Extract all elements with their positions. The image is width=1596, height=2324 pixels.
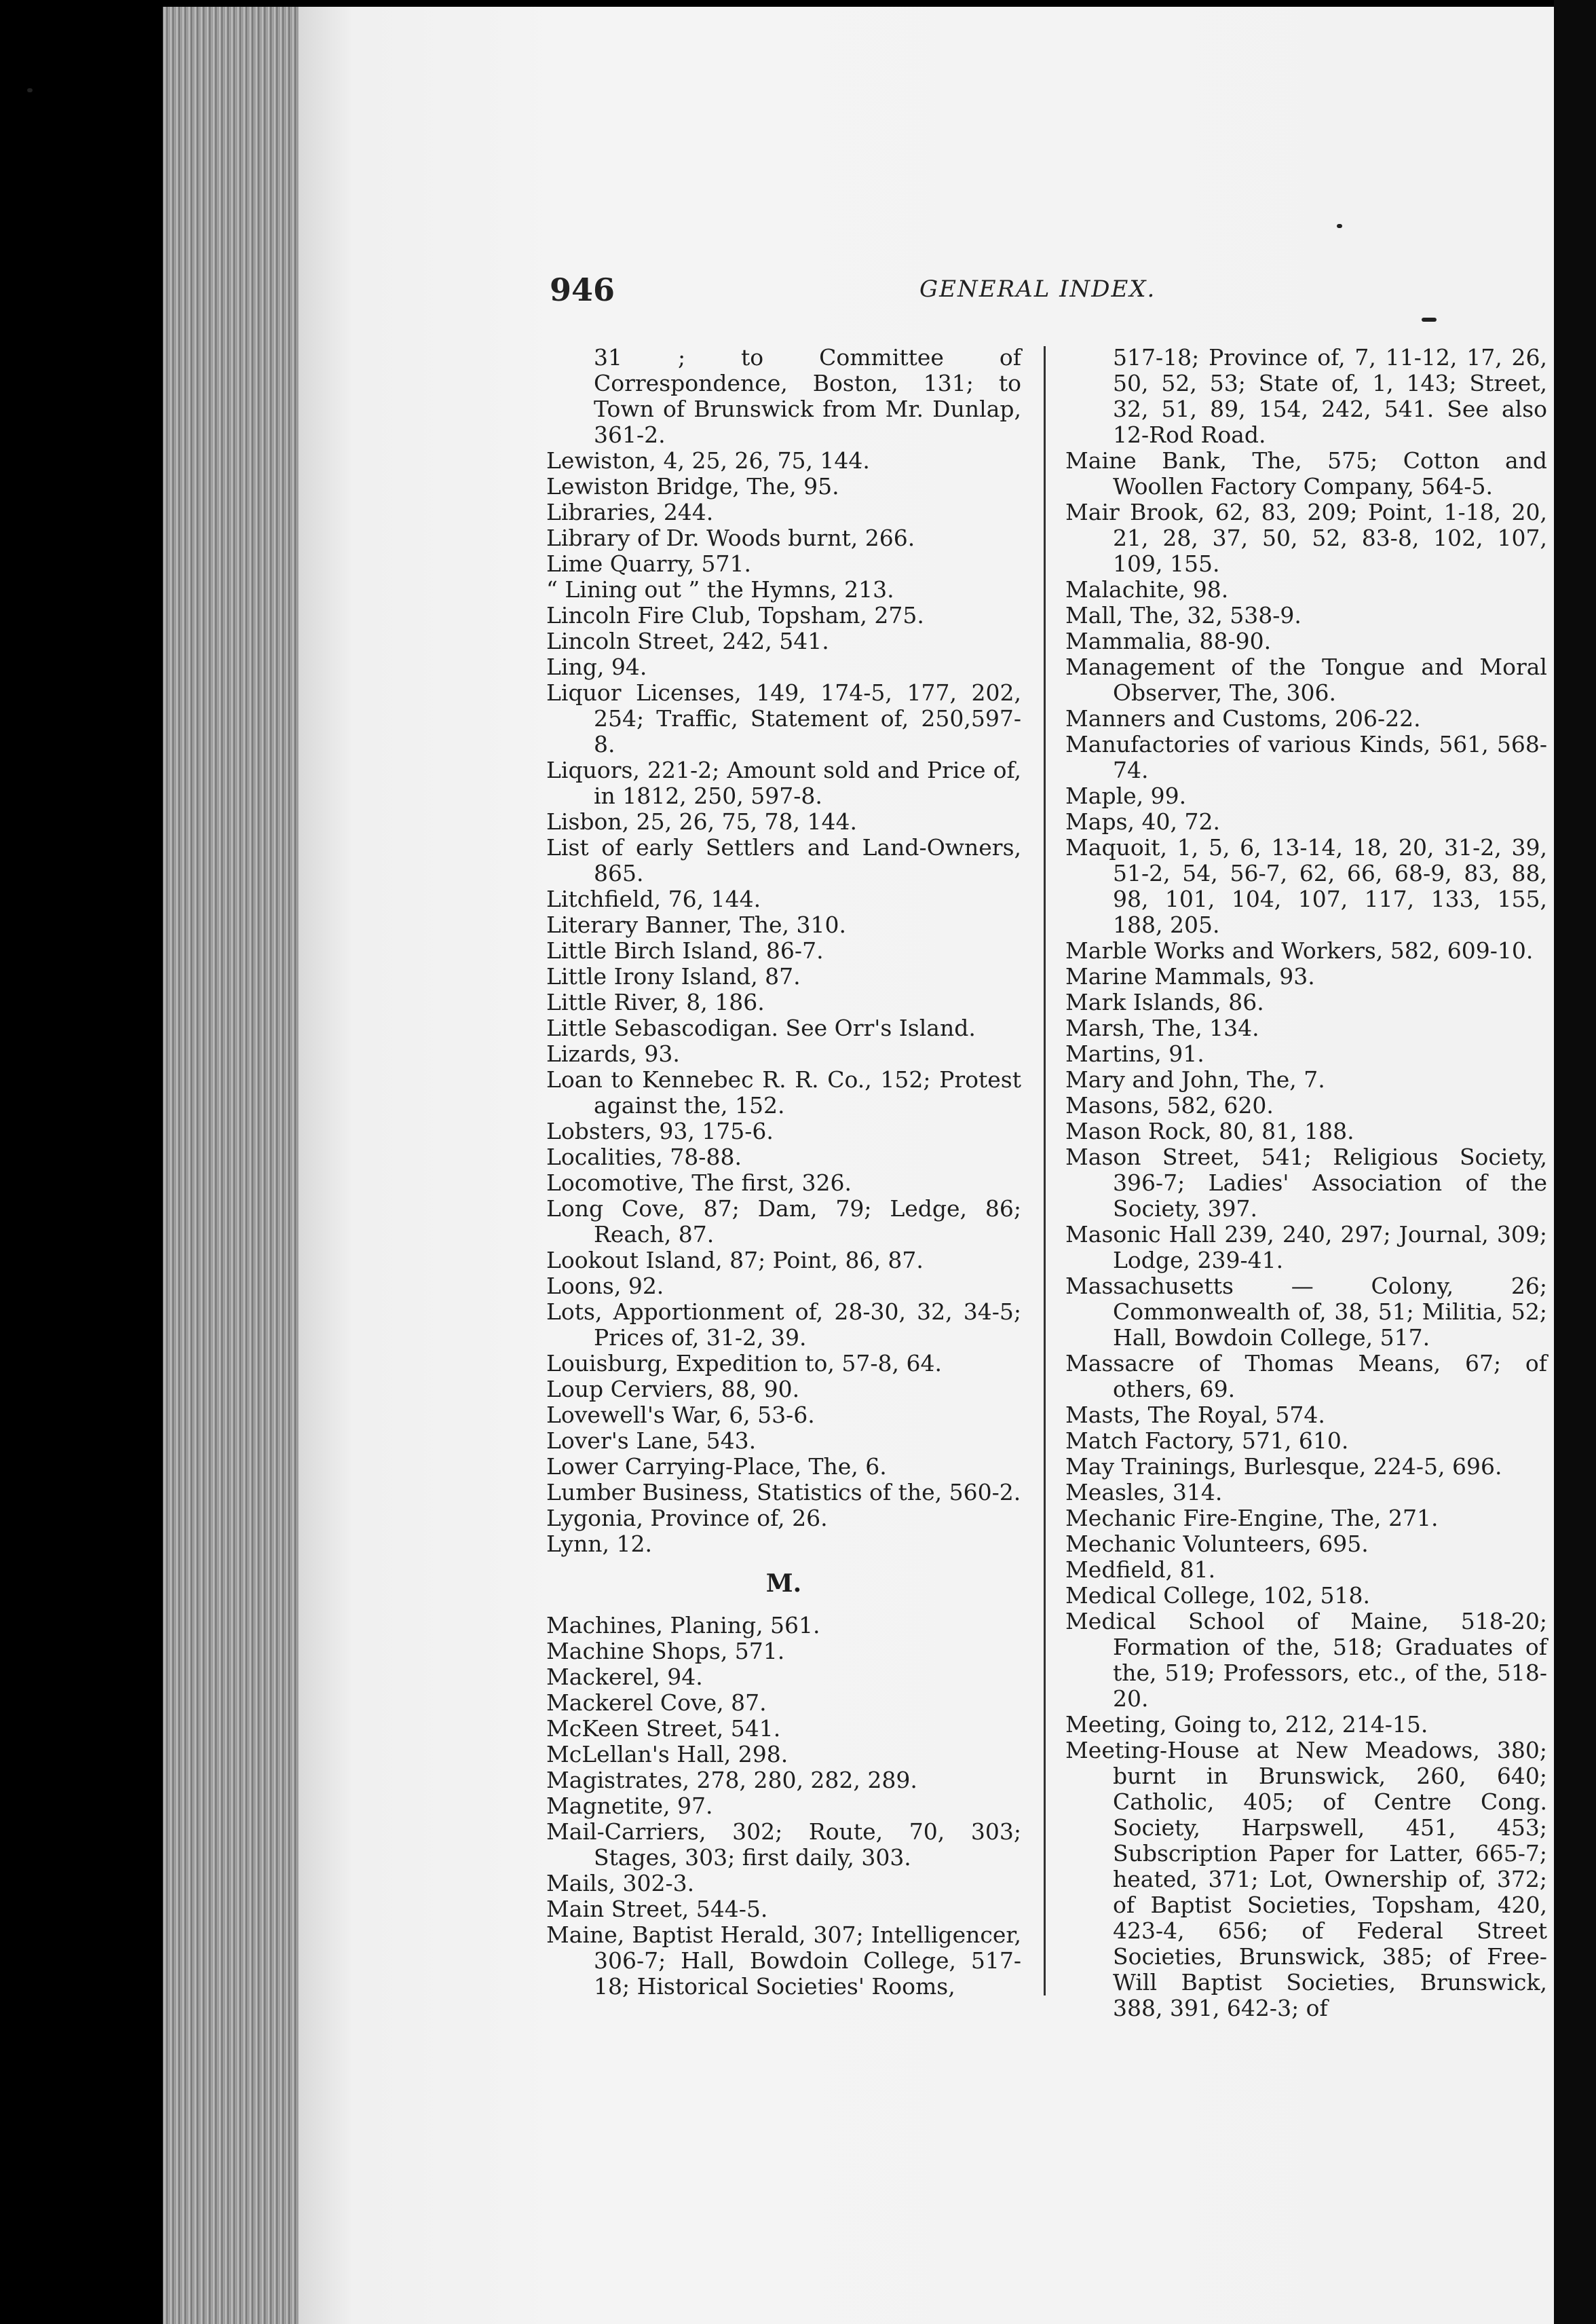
index-entry: Maps, 40, 72. bbox=[1065, 808, 1220, 835]
index-entry: 517-18; Province of, 7, 11-12, 17, 26, 50, 52, 53; State of, 1, 143; Street, 32, 51, 89, 154, 242, 541. See also 12-Rod Road. bbox=[1113, 344, 1547, 448]
index-entry: Magistrates, 278, 280, 282, 289. bbox=[546, 1767, 917, 1793]
index-entry: Lookout Island, 87; Point, 86, 87. bbox=[546, 1247, 924, 1273]
index-entry: Lygonia, Province of, 26. bbox=[546, 1505, 828, 1531]
index-entry: Maine, Baptist Herald, 307; Intelligencer, 306-7; Hall, Bowdoin College, 517-18; Historical Societies' Rooms, bbox=[546, 1922, 1021, 2000]
index-entry: Litchfield, 76, 144. bbox=[546, 886, 761, 912]
index-entry: Maple, 99. bbox=[1065, 783, 1187, 809]
index-entry: Mechanic Volunteers, 695. bbox=[1065, 1531, 1369, 1557]
index-entry: Mails, 302-3. bbox=[546, 1870, 695, 1896]
index-entry: Mair Brook, 62, 83, 209; Point, 1-18, 20, 21, 28, 37, 50, 52, 83-8, 102, 107, 109, 155. bbox=[1065, 499, 1547, 577]
index-entry: Mary and John, The, 7. bbox=[1065, 1066, 1325, 1093]
index-entry: Liquor Licenses, 149, 174-5, 177, 202, 254; Traffic, Statement of, 250,597-8. bbox=[546, 679, 1021, 757]
index-entry: Lewiston Bridge, The, 95. bbox=[546, 473, 839, 500]
index-entry: Loup Cerviers, 88, 90. bbox=[546, 1376, 800, 1402]
index-entry: Mail-Carriers, 302; Route, 70, 303; Stages, 303; first daily, 303. bbox=[546, 1818, 1021, 1871]
index-entry: Lumber Business, Statistics of the, 560-2. bbox=[546, 1479, 1021, 1505]
index-entry: Lizards, 93. bbox=[546, 1041, 680, 1067]
index-entry: Mason Rock, 80, 81, 188. bbox=[1065, 1118, 1354, 1144]
index-entry: May Trainings, Burlesque, 224-5, 696. bbox=[1065, 1453, 1502, 1480]
index-entry: Mark Islands, 86. bbox=[1065, 989, 1264, 1015]
index-entry: Little Irony Island, 87. bbox=[546, 963, 801, 990]
left-index-entries-m bbox=[546, 1613, 1021, 2000]
facing-page-edge bbox=[1554, 0, 1596, 2324]
index-entry: Masons, 582, 620. bbox=[1065, 1092, 1274, 1119]
index-entry: Management of the Tongue and Moral Observer, The, 306. bbox=[1065, 654, 1547, 706]
index-entry: Locomotive, The first, 326. bbox=[546, 1169, 852, 1196]
index-entry: Maquoit, 1, 5, 6, 13-14, 18, 20, 31-2, 39, 51-2, 54, 56-7, 62, 66, 68-9, 83, 88, 98, 101, 104, 107, 117, 133, 155, 188, 205. bbox=[1065, 834, 1547, 938]
index-entry: Mackerel, 94. bbox=[546, 1664, 703, 1690]
index-entry: Martins, 91. bbox=[1065, 1041, 1204, 1067]
index-entry: List of early Settlers and Land-Owners, 865. bbox=[546, 834, 1021, 886]
column-divider bbox=[1044, 346, 1046, 1995]
index-entry: Measles, 314. bbox=[1065, 1479, 1223, 1505]
scan-speck bbox=[27, 88, 33, 92]
index-entry: Meeting-House at New Meadows, 380; burnt in Brunswick, 260, 640; Catholic, 405; of Centre Cong. Society, Harpswell, 451, 453; Subscription Paper for Latter, 665-7; heated, 371; Lot, Ownership of, 372; of Baptist Societies, Topsham, 420, 423-4, 656; of Federal Street Societies, Brunswick, 385; of Free-Will Baptist Societies, Brunswick, 388, 391, 642-3; of bbox=[1065, 1737, 1547, 2021]
index-entry: Lisbon, 25, 26, 75, 78, 144. bbox=[546, 808, 857, 835]
index-entry: Manufactories of various Kinds, 561, 568-74. bbox=[1065, 731, 1547, 783]
index-entry: Maine Bank, The, 575; Cotton and Woollen Factory Company, 564-5. bbox=[1065, 447, 1547, 500]
index-entry: Mall, The, 32, 538-9. bbox=[1065, 602, 1302, 629]
index-entry: Little River, 8, 186. bbox=[546, 989, 765, 1015]
index-entry: Mason Street, 541; Religious Society, 396-7; Ladies' Association of the Society, 397. bbox=[1065, 1144, 1547, 1222]
index-entry: Machines, Planing, 561. bbox=[546, 1612, 820, 1638]
index-entry: Little Birch Island, 86-7. bbox=[546, 937, 824, 964]
index-entry: Liquors, 221-2; Amount sold and Price of, in 1812, 250, 597-8. bbox=[546, 757, 1021, 809]
index-entry: Little Sebascodigan. See Orr's Island. bbox=[546, 1015, 976, 1041]
index-entry: Lime Quarry, 571. bbox=[546, 550, 752, 577]
index-entry: Loons, 92. bbox=[546, 1273, 664, 1299]
section-letter-m: M. bbox=[765, 1569, 802, 1598]
index-entry: Malachite, 98. bbox=[1065, 576, 1229, 603]
index-entry: Meeting, Going to, 212, 214-15. bbox=[1065, 1711, 1428, 1738]
index-entry: Magnetite, 97. bbox=[546, 1793, 713, 1819]
index-entry: Marine Mammals, 93. bbox=[1065, 963, 1315, 990]
index-entry: Marble Works and Workers, 582, 609-10. bbox=[1065, 937, 1534, 964]
index-entry: Massachusetts — Colony, 26; Commonwealth of, 38, 51; Militia, 52; Hall, Bowdoin College, 517. bbox=[1065, 1273, 1547, 1351]
index-entry: Main Street, 544-5. bbox=[546, 1896, 768, 1922]
left-index-entries bbox=[546, 345, 1021, 1557]
page-number: 946 bbox=[550, 271, 615, 308]
index-entry: Lover's Lane, 543. bbox=[546, 1427, 757, 1454]
running-title: GENERAL INDEX. bbox=[919, 276, 1156, 303]
right-index-entries bbox=[1065, 345, 1547, 2021]
index-entry: Lynn, 12. bbox=[546, 1531, 652, 1557]
index-entry: Manners and Customs, 206-22. bbox=[1065, 705, 1421, 732]
index-entry: Medfield, 81. bbox=[1065, 1556, 1216, 1583]
index-entry: Masonic Hall 239, 240, 297; Journal, 309; Lodge, 239-41. bbox=[1065, 1221, 1547, 1273]
index-entry: Mackerel Cove, 87. bbox=[546, 1689, 767, 1716]
right-column bbox=[1065, 345, 1547, 2021]
index-entry: McKeen Street, 541. bbox=[546, 1715, 781, 1742]
index-entry: Marsh, The, 134. bbox=[1065, 1015, 1259, 1041]
index-entry: Lincoln Street, 242, 541. bbox=[546, 628, 829, 654]
index-entry: Loan to Kennebec R. R. Co., 152; Protest against the, 152. bbox=[546, 1066, 1021, 1119]
page-header bbox=[550, 271, 1174, 312]
index-entry: Match Factory, 571, 610. bbox=[1065, 1427, 1349, 1454]
index-entry: Lower Carrying-Place, The, 6. bbox=[546, 1453, 887, 1480]
index-entry: Medical School of Maine, 518-20; Formation of the, 518; Graduates of the, 519; Professors, etc., of the, 518-20. bbox=[1065, 1608, 1547, 1712]
index-entry: Lincoln Fire Club, Topsham, 275. bbox=[546, 602, 924, 629]
index-entry: Louisburg, Expedition to, 57-8, 64. bbox=[546, 1350, 942, 1376]
index-entry: Lovewell's War, 6, 53-6. bbox=[546, 1402, 815, 1428]
index-entry: Library of Dr. Woods burnt, 266. bbox=[546, 525, 915, 551]
left-column bbox=[546, 345, 1021, 2000]
index-entry: Lewiston, 4, 25, 26, 75, 144. bbox=[546, 447, 870, 474]
index-entry: Ling, 94. bbox=[546, 654, 647, 680]
index-entry: Lobsters, 93, 175-6. bbox=[546, 1118, 774, 1144]
index-entry: Literary Banner, The, 310. bbox=[546, 912, 846, 938]
index-entry: Long Cove, 87; Dam, 79; Ledge, 86; Reach, 87. bbox=[546, 1195, 1021, 1248]
index-entry: 31 ; to Committee of Correspondence, Boston, 131; to Town of Brunswick from Mr. Dunlap, 361-2. bbox=[594, 344, 1021, 448]
index-entry: Machine Shops, 571. bbox=[546, 1638, 785, 1664]
index-entry: Mammalia, 88-90. bbox=[1065, 628, 1272, 654]
index-entry: “ Lining out ” the Hymns, 213. bbox=[546, 576, 894, 603]
index-entry: Mechanic Fire-Engine, The, 271. bbox=[1065, 1505, 1439, 1531]
index-entry: Libraries, 244. bbox=[546, 499, 714, 525]
scan-speck bbox=[1337, 224, 1342, 228]
scan-speck bbox=[1422, 318, 1437, 322]
index-entry: Lots, Apportionment of, 28-30, 32, 34-5; Prices of, 31-2, 39. bbox=[546, 1298, 1021, 1351]
index-entry: Masts, The Royal, 574. bbox=[1065, 1402, 1325, 1428]
index-entry: Localities, 78-88. bbox=[546, 1144, 742, 1170]
index-entry: Massacre of Thomas Means, 67; of others, 69. bbox=[1065, 1350, 1547, 1402]
index-entry: Medical College, 102, 518. bbox=[1065, 1582, 1371, 1609]
index-entry: McLellan's Hall, 298. bbox=[546, 1741, 788, 1767]
